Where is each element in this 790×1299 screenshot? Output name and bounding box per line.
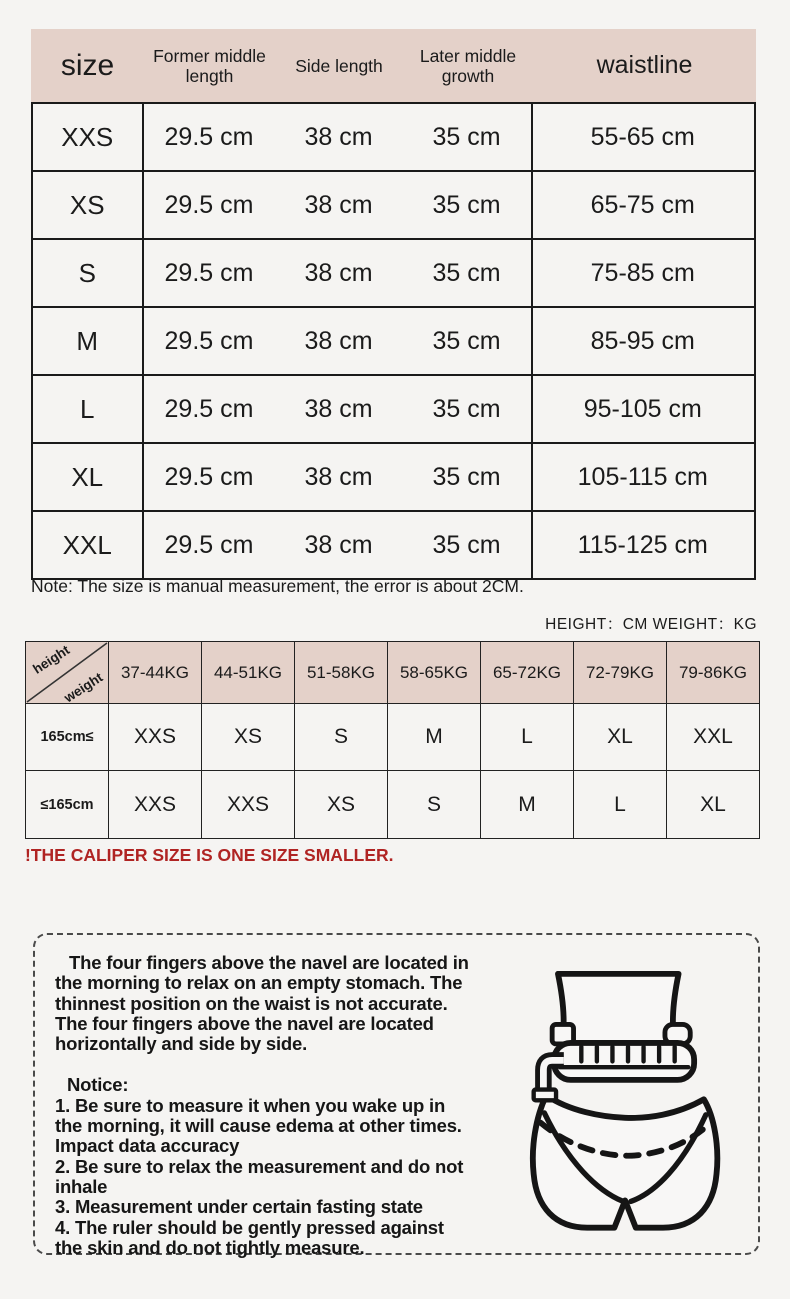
size-cell: M	[33, 308, 144, 374]
size-table-body	[31, 102, 756, 580]
notice-line: the morning, it will cause edema at other times.	[55, 1115, 462, 1137]
size-cell: XS	[33, 172, 144, 238]
side-cell: 38 cm	[304, 326, 373, 355]
column-header-later-middle-growth: Later middle growth	[419, 45, 517, 86]
units-label: HEIGHT：CM WEIGHT：KG	[545, 616, 757, 633]
side-cell: 38 cm	[304, 258, 373, 287]
table-row	[33, 444, 754, 512]
notice-line: 4. The ruler should be gently pressed against	[55, 1216, 444, 1238]
side-cell: 38 cm	[304, 394, 373, 423]
later-cell: 35 cm	[403, 104, 533, 170]
table-row	[33, 104, 754, 172]
notice-text-block	[55, 952, 523, 1258]
height-row-label: ≤165cm	[26, 771, 109, 839]
notice-line: 1. Be sure to measure it when you wake up in	[55, 1094, 446, 1116]
former-cell: 29.5 cm	[164, 530, 254, 559]
recommended-size-cell: XXL	[667, 704, 760, 771]
size-table	[31, 29, 756, 580]
recommended-size-cell: XL	[574, 704, 667, 771]
column-header-waistline: waistline	[596, 51, 693, 79]
recommended-size-cell: M	[481, 771, 574, 839]
former-cell: 29.5 cm	[164, 394, 254, 423]
weight-column-header: 58-65KG	[388, 642, 481, 704]
notice-line: thinnest position on the waist is not accurate.	[55, 992, 448, 1014]
recommended-size-cell: XXS	[202, 771, 295, 839]
column-header-former-middle-length: Former middle length	[153, 45, 266, 86]
waistline-cell: 55-65 cm	[590, 122, 695, 151]
recommended-size-cell: XS	[295, 771, 388, 839]
height-weight-corner-cell	[26, 642, 109, 704]
former-cell: 29.5 cm	[164, 258, 254, 287]
size-cell: S	[33, 240, 144, 306]
recommended-size-cell: L	[481, 704, 574, 771]
notice-line: horizontally and side by side.	[55, 1033, 308, 1055]
later-cell: 35 cm	[403, 240, 533, 306]
recommended-size-cell: S	[295, 704, 388, 771]
recommended-size-cell: XL	[667, 771, 760, 839]
weight-column-header: 44-51KG	[202, 642, 295, 704]
size-cell: XXL	[33, 512, 144, 578]
column-header-size: size	[60, 48, 115, 82]
table-row	[33, 240, 754, 308]
recommended-size-cell: XXS	[109, 771, 202, 839]
notice-line: the skin and do not tightly measure.	[55, 1236, 365, 1258]
weight-column-header: 79-86KG	[667, 642, 760, 704]
side-cell: 38 cm	[304, 122, 373, 151]
side-cell: 38 cm	[304, 462, 373, 491]
notice-line: The four fingers above the navel are located	[55, 1012, 434, 1034]
table-row	[33, 172, 754, 240]
measurement-notice-box	[33, 933, 760, 1258]
weight-column-header: 72-79KG	[574, 642, 667, 704]
table-row	[33, 308, 754, 376]
corner-weight-label: weight	[61, 669, 106, 706]
notice-line: inhale	[55, 1175, 108, 1197]
measurement-note: Note: The size is manual measurement, the error is about 2CM.	[31, 576, 524, 596]
recommended-size-cell: L	[574, 771, 667, 839]
waistline-cell: 105-115 cm	[577, 462, 708, 491]
later-cell: 35 cm	[403, 172, 533, 238]
notice-line: Impact data accuracy	[55, 1135, 240, 1157]
later-cell: 35 cm	[403, 308, 533, 374]
column-header-side-length: Side length	[295, 55, 383, 76]
height-weight-table	[25, 641, 760, 839]
waistline-cell: 75-85 cm	[590, 258, 695, 287]
size-cell: XXS	[33, 104, 144, 170]
weight-column-header: 65-72KG	[481, 642, 574, 704]
waistline-cell: 115-125 cm	[577, 530, 708, 559]
former-cell: 29.5 cm	[164, 122, 254, 151]
recommended-size-cell: M	[388, 704, 481, 771]
caliper-size-warning: !THE CALIPER SIZE IS ONE SIZE SMALLER.	[25, 845, 394, 865]
size-table-header	[31, 29, 756, 102]
waistline-cell: 85-95 cm	[590, 326, 695, 355]
corner-height-label: height	[30, 642, 73, 677]
former-cell: 29.5 cm	[164, 326, 254, 355]
notice-title: Notice:	[67, 1074, 129, 1096]
notice-line: 3. Measurement under certain fasting state	[55, 1196, 423, 1218]
side-cell: 38 cm	[304, 530, 373, 559]
notice-line: The four fingers above the navel are located in	[69, 952, 469, 973]
side-cell: 38 cm	[304, 190, 373, 219]
later-cell: 35 cm	[403, 512, 533, 578]
recommended-size-cell: XS	[202, 704, 295, 771]
table-row	[33, 376, 754, 444]
weight-column-header: 51-58KG	[295, 642, 388, 704]
recommended-size-cell: S	[388, 771, 481, 839]
waistline-cell: 65-75 cm	[590, 190, 695, 219]
weight-column-header: 37-44KG	[109, 642, 202, 704]
height-row-label: 165cm≤	[26, 704, 109, 771]
table-row	[33, 512, 754, 578]
waist-measurement-illustration	[524, 969, 732, 1251]
later-cell: 35 cm	[403, 376, 533, 442]
size-cell: L	[33, 376, 144, 442]
notice-line: 2. Be sure to relax the measurement and do not	[55, 1155, 464, 1177]
later-cell: 35 cm	[403, 444, 533, 510]
former-cell: 29.5 cm	[164, 190, 254, 219]
former-cell: 29.5 cm	[164, 462, 254, 491]
recommended-size-cell: XXS	[109, 704, 202, 771]
notice-line: the morning to relax on an empty stomach. The	[55, 972, 463, 994]
size-cell: XL	[33, 444, 144, 510]
waistline-cell: 95-105 cm	[583, 394, 702, 423]
